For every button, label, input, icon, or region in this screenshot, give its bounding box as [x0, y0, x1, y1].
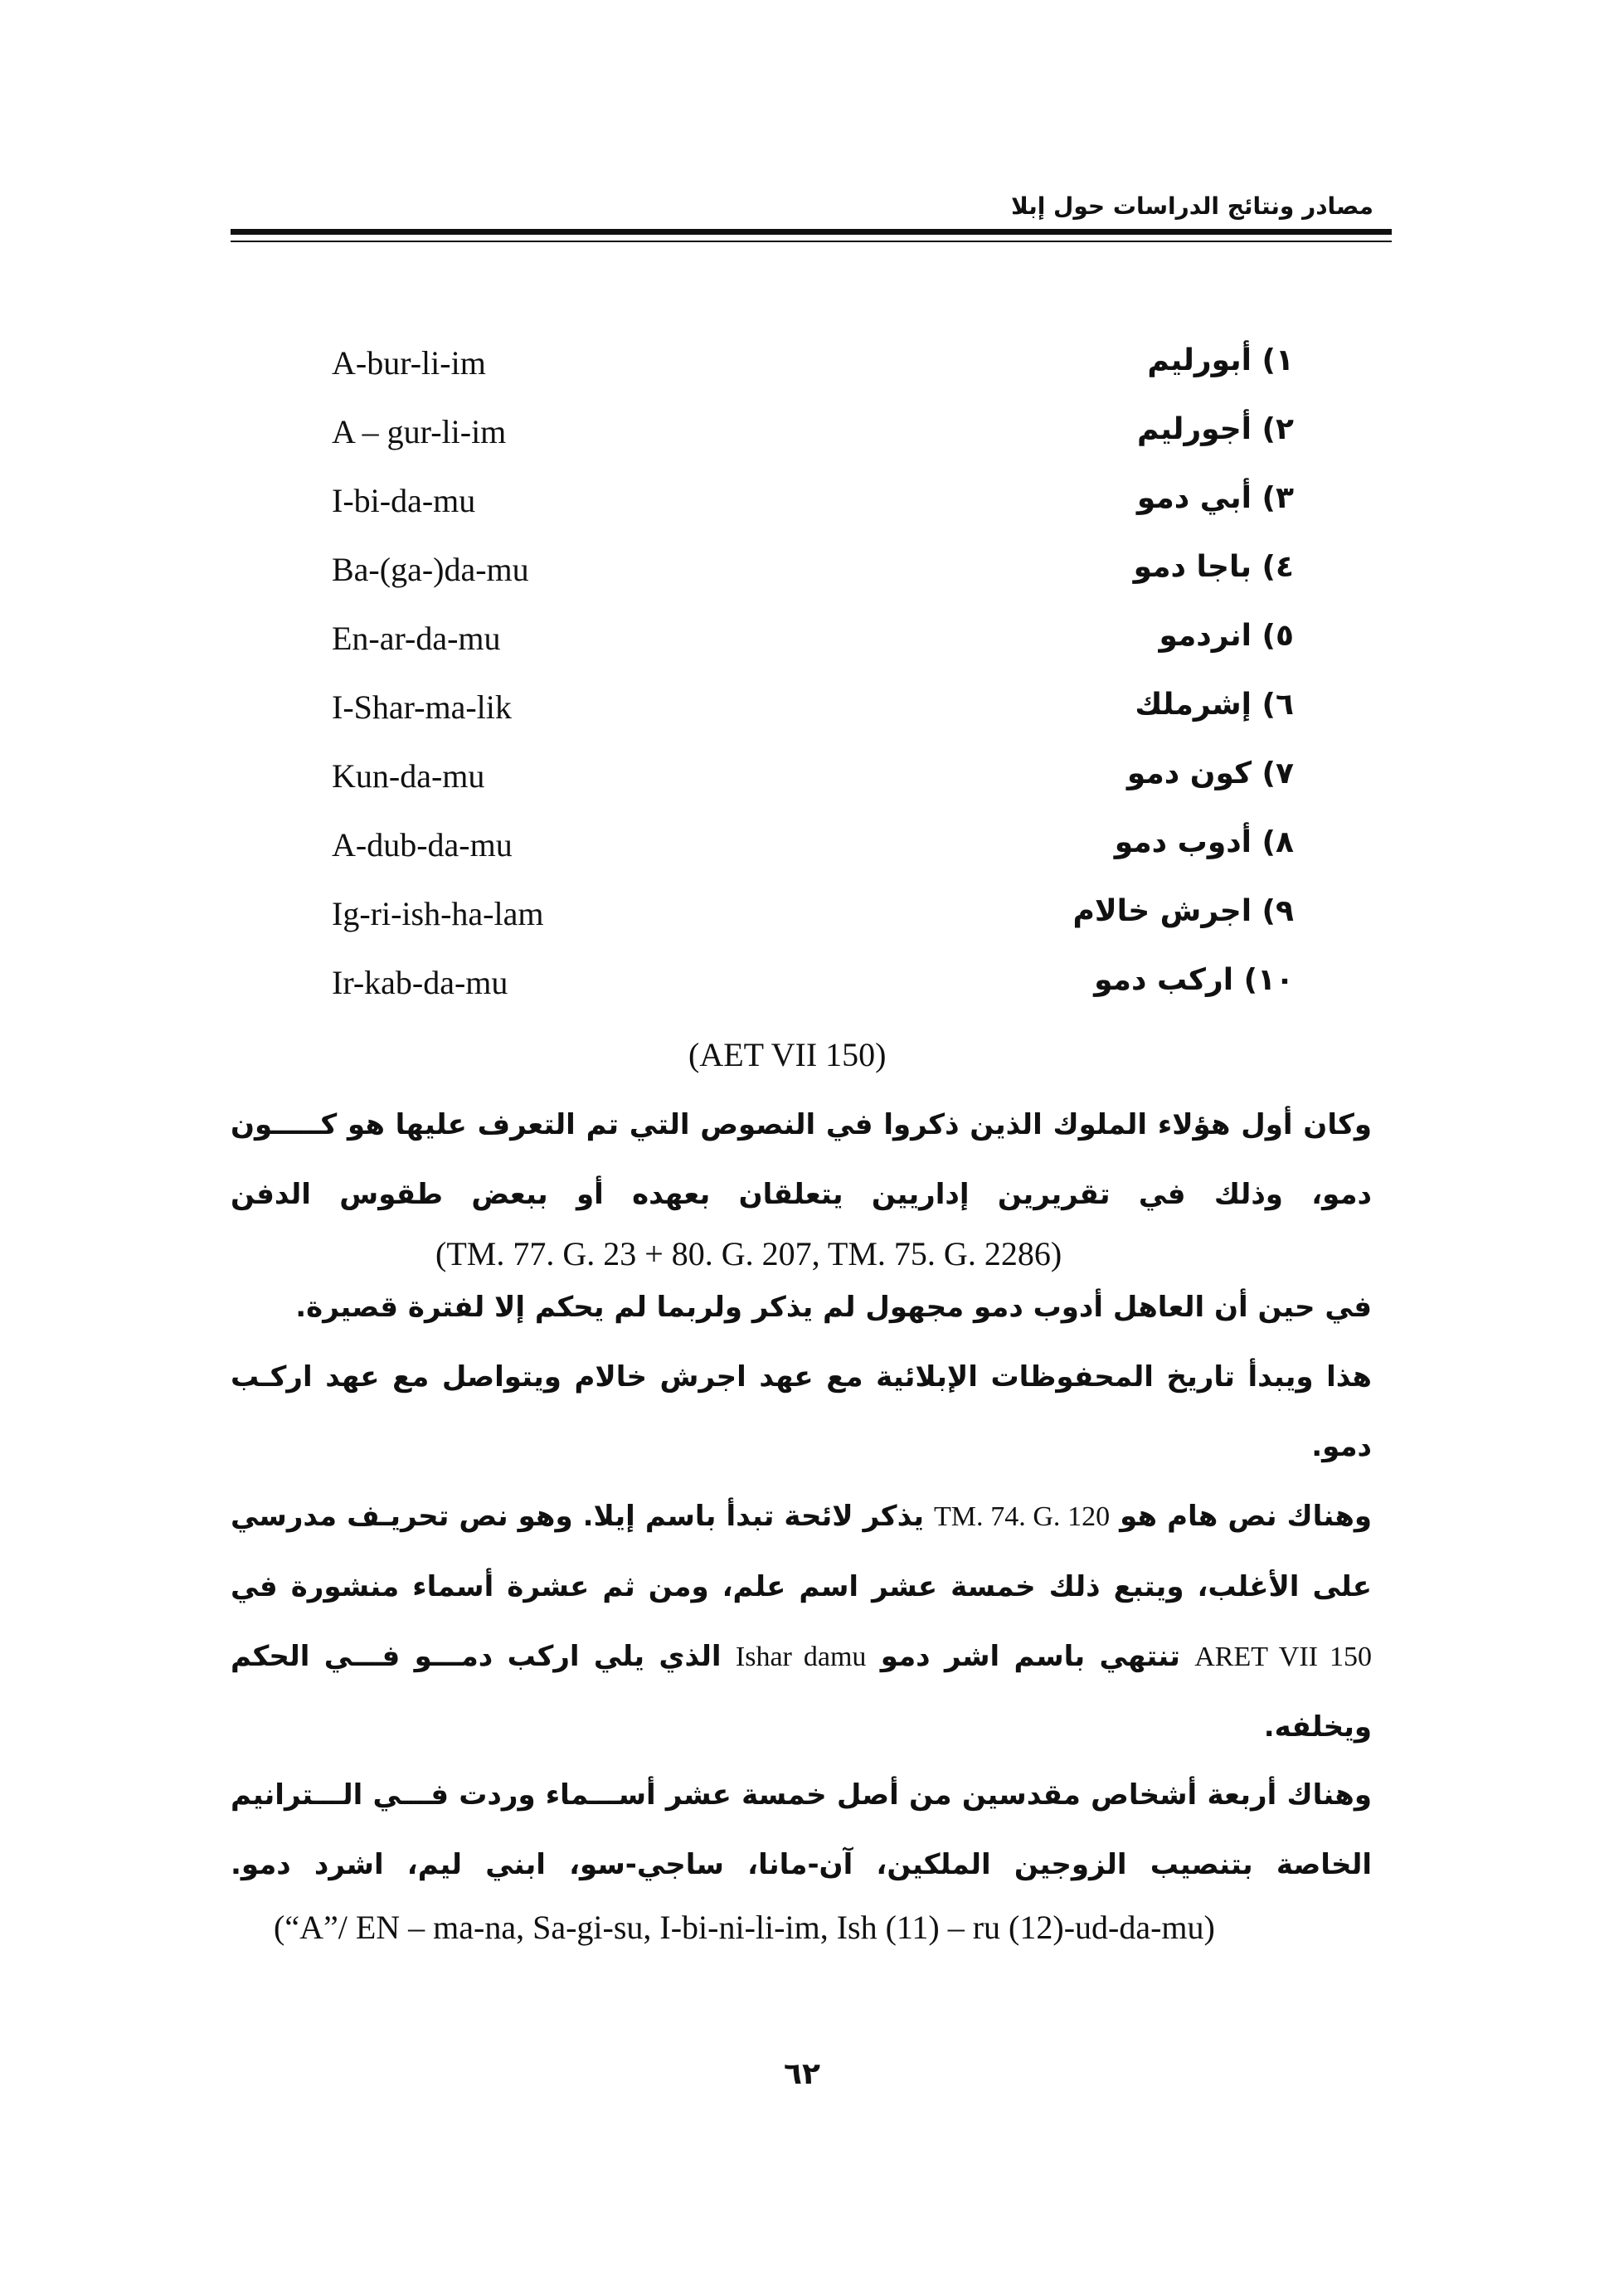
tablet-reference: TM. 74. G. 120: [934, 1501, 1111, 1532]
king-latin-name: Kun-da-mu: [332, 757, 485, 795]
king-row: [332, 753, 1294, 822]
king-row: [332, 340, 1294, 409]
king-row: [332, 960, 1294, 1029]
king-row: [332, 409, 1294, 478]
king-latin-name: A-dub-da-mu: [332, 826, 513, 863]
citation-names: (“A”/ EN – ma-na, Sa-gi-su, I-bi-ni-li-im, Ish (11) – ru (12)-ud-da-mu): [274, 1909, 1215, 1946]
page-number: ٦٢: [784, 2057, 820, 2091]
king-latin-name: I-Shar-ma-lik: [332, 688, 512, 726]
king-row: [332, 822, 1294, 891]
paragraph-text-segment: يذكر لائحة تبدأ باسم إيلا. وهو نص تحريـف مدرسي على الأغلب، ويتبع ذلك خمسة عشر اسم علم، ومن ثم عشرة أسماء منشورة في: [231, 1500, 1372, 1603]
king-list: [332, 340, 1294, 1029]
paragraph-kun-damu: وكان أول هؤلاء الملوك الذين ذكروا في النصوص التي تم التعرف عليها هو كـــــون دمو، وذلك في تقريرين إداريين يتعلقان بعهده أو ببعض طقوس الدفن: [231, 1108, 1372, 1211]
paragraph-text-segment: تنتهي باسم اشر دمو: [880, 1640, 1180, 1673]
king-latin-name: En-ar-da-mu: [332, 620, 501, 657]
king-arabic-name: ٧) كون دمو: [1126, 756, 1294, 790]
king-arabic-name: ٢) أجورليم: [1137, 412, 1294, 446]
king-latin-name: A-bur-li-im: [332, 344, 486, 382]
header-title: مصادر ونتائج الدراسات حول إبلا: [1010, 192, 1373, 220]
king-arabic-name: ٨) أدوب دمو: [1114, 825, 1294, 859]
king-arabic-name: ٣) أبي دمو: [1136, 481, 1294, 515]
king-row: [332, 478, 1294, 547]
king-arabic-name: ٥) انردمو: [1159, 619, 1294, 653]
king-row: [332, 547, 1294, 615]
paragraph-tm-text: [231, 1481, 1372, 1762]
header-rule-thick: [231, 229, 1392, 235]
paragraph-sacred-persons: وهناك أربعة أشخاص مقدسين من أصل خمسة عشر أســـماء وردت فـــي الـــترانيم الخاصة بتنصيب الزوجين الملكين، آن-مانا، ساجي-سو، ابني ليم، اشرد دمو.: [231, 1778, 1372, 1881]
king-latin-name: I-bi-da-mu: [332, 482, 476, 519]
citation-tm: (TM. 77. G. 23 + 80. G. 207, TM. 75. G. 2286): [435, 1235, 1062, 1272]
king-arabic-name: ٤) باجا دمو: [1133, 550, 1294, 584]
paragraph-text-segment: الذي يلي اركب دمـــو فـــي الحكم ويخلفه.: [231, 1640, 1372, 1744]
king-latin-name: A – gur-li-im: [332, 413, 507, 450]
king-arabic-name: ١) أبورليم: [1147, 343, 1294, 377]
king-row: [332, 891, 1294, 960]
king-latin-name: Ig-ri-ish-ha-lam: [332, 895, 544, 932]
header-rule-thin: [231, 241, 1392, 242]
citation-aet: (AET VII 150): [688, 1036, 887, 1073]
king-arabic-name: ١٠) اركب دمو: [1094, 963, 1294, 997]
king-name-latin: Ishar damu: [735, 1642, 867, 1672]
paragraph-text-segment: وهناك نص هام هو: [1120, 1500, 1373, 1533]
paragraph-adub-damu: في حين أن العاهل أدوب دمو مجهول لم يذكر ولربما لم يحكم إلا لفترة قصيرة.: [295, 1291, 1372, 1324]
king-arabic-name: ٩) اجرش خالام: [1072, 894, 1294, 928]
king-latin-name: Ir-kab-da-mu: [332, 964, 508, 1001]
king-row: [332, 615, 1294, 684]
paragraph-archive-start: هذا ويبدأ تاريخ المحفوظات الإبلائية مع عهد اجرش خالام ويتواصل مع عهد اركـب دمو.: [231, 1360, 1372, 1463]
king-row: [332, 684, 1294, 753]
king-latin-name: Ba-(ga-)da-mu: [332, 551, 529, 588]
publication-reference: ARET VII 150: [1194, 1642, 1372, 1672]
king-arabic-name: ٦) إشرملك: [1135, 688, 1294, 722]
